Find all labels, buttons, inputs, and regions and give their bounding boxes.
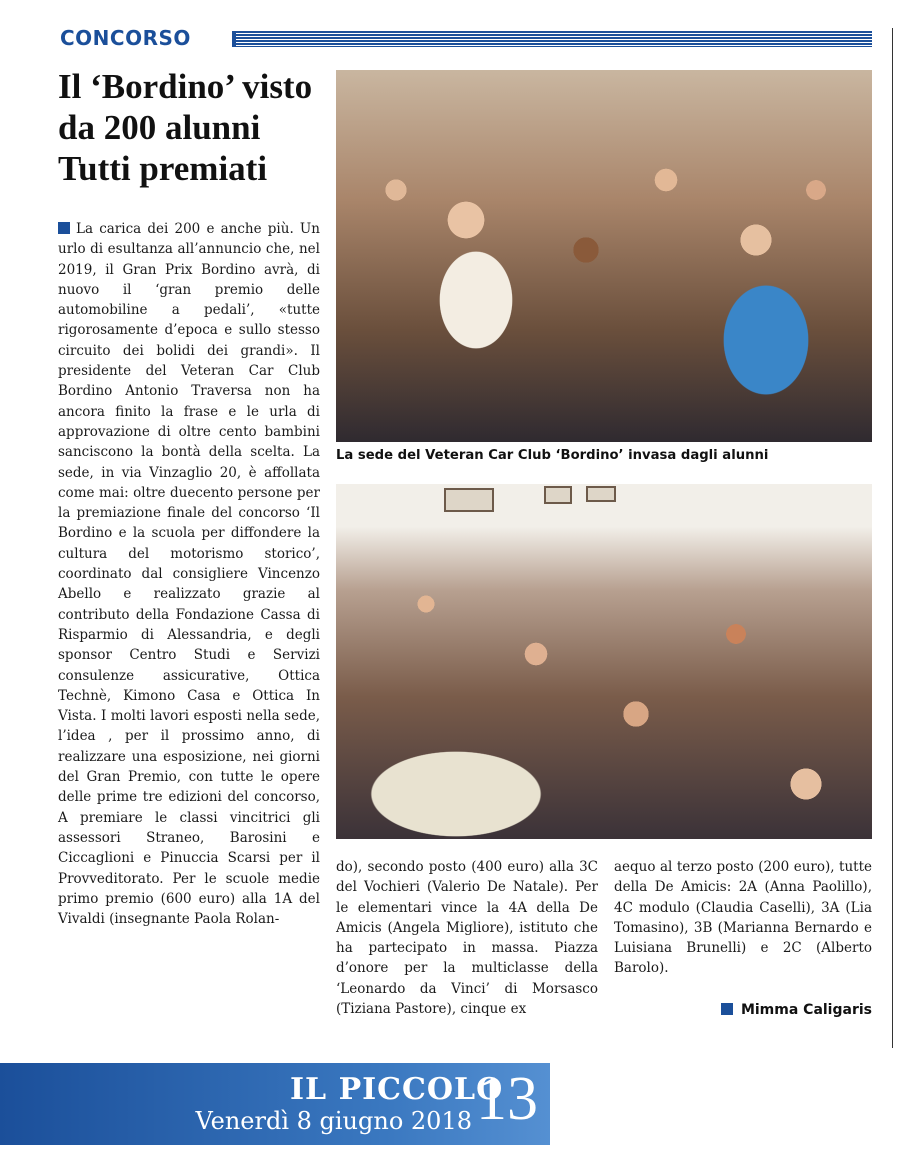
page-number: 13: [476, 1065, 538, 1133]
masthead: IL PICCOLO: [290, 1072, 504, 1107]
byline: [694, 1002, 872, 1018]
section-rule: [232, 31, 872, 47]
wall-picture-frame: [444, 488, 494, 512]
photo-award-crowd: [336, 484, 872, 839]
section-header: [60, 28, 872, 50]
issue-date: Venerdì 8 giugno 2018: [195, 1107, 472, 1135]
byline-author: Mimma Caligaris: [740, 1002, 872, 1018]
article-column-3: aequo al terzo posto (200 euro), tutte della De Amicis: 2A (Anna Paolillo), 4C modulo (Claudia Caselli), 3A (Lia Tomasino), 3B (Marianna Bernardo e Luisiana Brunelli) e 2C (Alberto Barolo).: [614, 859, 872, 977]
article-column-1: [58, 219, 320, 975]
section-label: CONCORSO: [60, 26, 191, 50]
wall-picture-frame: [586, 486, 616, 502]
wall-picture-frame: [544, 486, 572, 504]
byline-square-icon: [721, 1003, 733, 1015]
lead-square-icon: [58, 222, 70, 234]
column-rule: [892, 28, 893, 1048]
photo-caption: La sede del Veteran Car Club ‘Bordino’ invasa dagli alunni: [336, 448, 769, 463]
headline: Il ‘Bordino’ visto da 200 alunni Tutti premiati: [58, 67, 313, 188]
photo-children-seated: [336, 70, 872, 442]
article-text-col1: La carica dei 200 e anche più. Un urlo di esultanza all’annuncio che, nel 2019, il Gran Prix Bordino avrà, di nuovo il ‘gran premio delle automobiline a pedali’, «tutte rigorosamente d’epoca e sullo stesso circuito dei bolidi dei grandi». Il presidente del Veteran Car Club Bordino Antonio Traversa non ha ancora finito la frase e le urla di approvazione di oltre cento bambini sanciscono la bontà della scelta. La sede, in via Vinzaglio 20, è affollata come mai: oltre duecento persone per la premiazione finale del concorso ‘Il Bordino e la scuola per diffondere la cultura del motorismo storico’, coordinato dal consigliere Vincenzo Abello e realizzato grazie al contributo della Fondazione Cassa di Risparmio di Alessandria, e degli sponsor Centro Studi e Servizi consulenze assicurative, Ottica Technè, Kimono Casa e Ottica In Vista. I molti lavori esposti nella sede, l’idea , per il prossimo anno, di realizzare una esposizione, nei giorni del Gran Premio, con tutte le opere delle prime tre edizioni del concorso, A premiare le classi vincitrici gli assessori Straneo, Barosini e Ciccaglioni e Pinuccia Scarsi per il Provveditorato. Per le scuole medie primo premio (600 euro) alla 1A del Vivaldi (insegnante Paola Rolan-: [58, 221, 320, 928]
article-column-2: do), secondo posto (400 euro) alla 3C del Vochieri (Valerio De Natale). Per le elementari vince la 4A della De Amicis (Angela Migliore), istituto che ha partecipato in massa. Piazza d’onore per la multiclasse della ‘Leonardo da Vinci’ di Morsasco (Tiziana Pastore), cinque ex: [336, 859, 598, 1018]
